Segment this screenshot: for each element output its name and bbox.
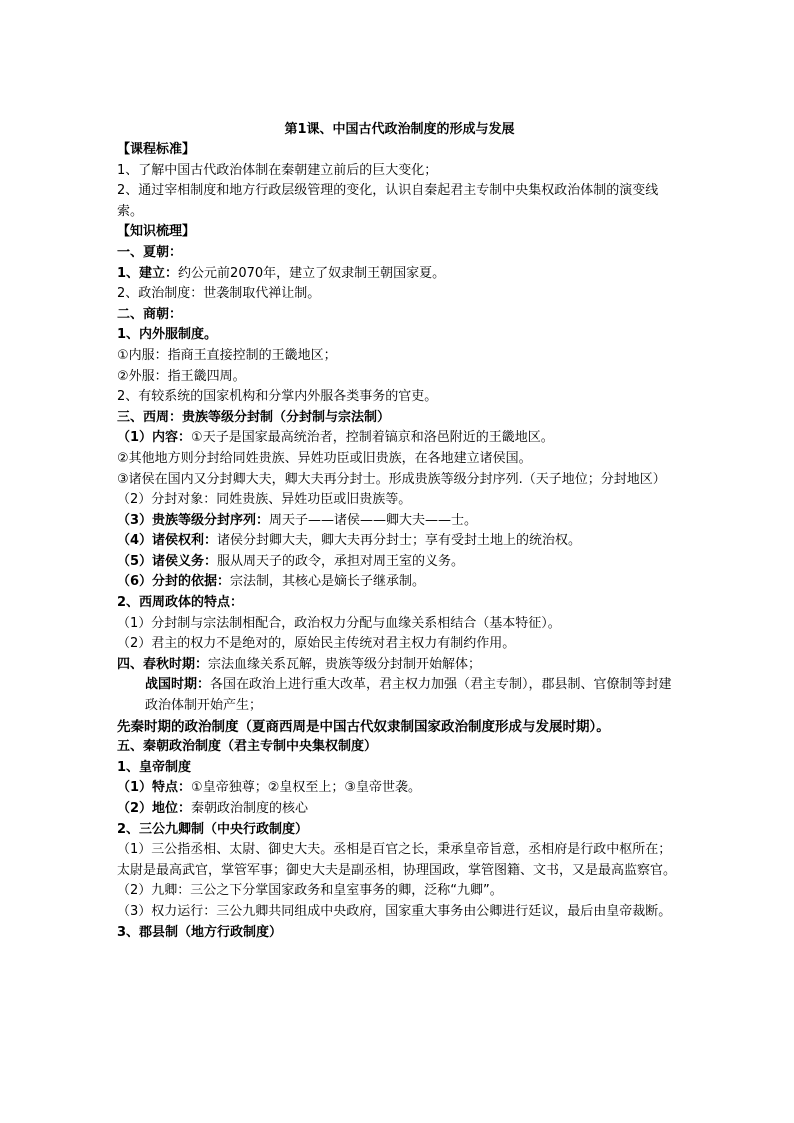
text-line (117, 655, 682, 676)
bold-heading: 2、三公九卿制（中央行政制度） (117, 821, 309, 837)
bold-heading: 五、秦朝政治制度（君主专制中央集权制度） (117, 739, 378, 755)
bold-heading: （2）地位： (117, 801, 192, 816)
bold-heading: 【课程标准】 (117, 142, 196, 157)
bold-heading: （1）特点： (117, 780, 192, 796)
text-line (117, 531, 682, 552)
body-text: ②其他地方则分封给同姓贵族、异姓功臣或旧贵族，在各地建立诸侯国。 (117, 450, 532, 466)
bold-heading: 1、内外服制度。 (117, 327, 218, 343)
bold-heading: 四、春秋时期： (117, 656, 209, 672)
text-line (117, 161, 682, 182)
text-line (117, 511, 682, 532)
body-text: ①天子是国家最高统治者，控制着镐京和洛邑附近的王畿地区。 (191, 430, 554, 446)
text-line (117, 449, 682, 470)
body-text: ①皇帝独尊；②皇权至上；③皇帝世袭。 (191, 780, 422, 796)
text-line (117, 367, 682, 388)
body-text: 2、有较系统的国家机构和分掌内外服各类事务的官吏。 (117, 389, 438, 405)
body-text: ②外服：指王畿四周。 (117, 368, 246, 384)
text-line (117, 284, 682, 305)
bold-heading: （5）诸侯义务： (117, 553, 218, 569)
text-line (117, 923, 682, 944)
body-text: 各国在政治上进行重大改革，君主权力加强（君主专制），郡县制、官僚制等封建政治体制开始产生； (145, 677, 672, 714)
page-title: 第1课、中国古代政治制度的形成与发展 (284, 122, 515, 137)
bold-heading: 三、西周：贵族等级分封制（分封制与宗法制） (117, 409, 391, 425)
text-line (117, 305, 682, 326)
text-line (117, 902, 682, 923)
bold-heading: 战国时期： (145, 677, 211, 693)
bold-heading: （6）分封的依据： (117, 574, 231, 590)
body-text: 1、了解中国古代政治体制在秦朝建立前后的巨大变化； (117, 162, 438, 178)
body-text: （3）权力运行：三公九卿共同组成中央政府，国家重大事务由公卿进行廷议，最后由皇帝裁断。 (117, 903, 672, 919)
text-line (117, 408, 682, 429)
bold-heading: 二、商朝： (117, 306, 183, 322)
body-text: （1）分封制与宗法制相配合，政治权力分配与血缘关系相结合（基本特征）。 (117, 615, 561, 631)
bold-heading: 3、郡县制（地方行政制度） (117, 924, 283, 940)
body-text: 秦朝政治制度的核心 (191, 801, 309, 816)
body-text: 2、通过宰相制度和地方行政层级管理的变化，认识自秦起君主专制中央集权政治体制的演变线索。 (117, 183, 659, 219)
text-line (117, 778, 682, 799)
body-text: （2）九卿：三公之下分掌国家政务和皇室事务的卿，泛称“九卿”。 (117, 883, 503, 899)
text-line (117, 346, 682, 367)
text-line (117, 181, 682, 222)
text-line (117, 243, 682, 264)
text-line (117, 387, 682, 408)
text-line (117, 264, 682, 285)
text-line (117, 490, 682, 511)
body-text: ①内服：指商王直接控制的王畿地区； (117, 347, 337, 363)
body-text: ③诸侯在国内又分封卿大夫，卿大夫再分封士。形成贵族等级分封序列.（天子地位；分封地区） (117, 471, 666, 487)
body-text: （2）君主的权力不是绝对的，原始民主传统对君主权力有制约作用。 (117, 636, 516, 652)
text-line (117, 552, 682, 573)
text-line (117, 140, 682, 161)
text-line (117, 840, 682, 881)
body-text: 周天子——诸侯——卿大夫——士。 (269, 512, 478, 528)
text-line (117, 593, 682, 614)
body-text: （1）三公指丞相、太尉、御史大夫。丞相是百官之长，秉承皇帝旨意，丞相府是行政中枢所在；太尉是最高武官，掌管军事；御史大夫是副丞相，协理国政，掌管图籍、文书，又是最高监察官。 (117, 842, 677, 878)
body-text: 宗法制，其核心是嫡长子继承制。 (230, 574, 426, 590)
body-text: （2）分封对象：同姓贵族、异姓功臣或旧贵族等。 (117, 492, 412, 508)
bold-heading: 1、皇帝制度 (117, 759, 192, 775)
text-line (117, 470, 682, 491)
bold-heading: 先秦时期的政治制度（夏商西周是中国古代奴隶制国家政治制度形成与发展时期）。 (117, 718, 610, 735)
body-text: 2、政治制度：世袭制取代禅让制。 (117, 286, 321, 302)
text-line (117, 325, 682, 346)
bold-heading: 一、夏朝： (117, 244, 183, 260)
text-line (117, 572, 682, 593)
bold-heading: （3）贵族等级分封序列： (117, 512, 270, 528)
body-text: 诸侯分封卿大夫，卿大夫再分封士；享有受封土地上的统治权。 (217, 533, 582, 549)
text-line (117, 428, 682, 449)
body-text: 服从周天子的政令，承担对周王室的义务。 (217, 553, 465, 569)
text-line (117, 820, 682, 841)
text-line (117, 758, 682, 779)
document-page (117, 120, 682, 943)
bold-heading: （4）诸侯权利： (117, 533, 218, 549)
text-line (117, 881, 682, 902)
text-line (117, 717, 682, 738)
text-line (117, 222, 682, 243)
text-line (117, 737, 682, 758)
body-text: 约公元前2070年，建立了奴隶制王朝国家夏。 (178, 265, 446, 281)
bold-heading: 1、建立： (117, 265, 179, 281)
text-line (117, 614, 682, 635)
bold-heading: 【知识梳理】 (117, 224, 196, 240)
bold-heading: （1）内容： (117, 430, 192, 446)
text-line (117, 634, 682, 655)
text-line (117, 675, 682, 716)
document-body (117, 140, 682, 943)
bold-heading: 2、西周政体的特点： (117, 595, 244, 611)
text-line (117, 799, 682, 820)
body-text: 宗法血缘关系瓦解，贵族等级分封制开始解体； (208, 656, 482, 672)
